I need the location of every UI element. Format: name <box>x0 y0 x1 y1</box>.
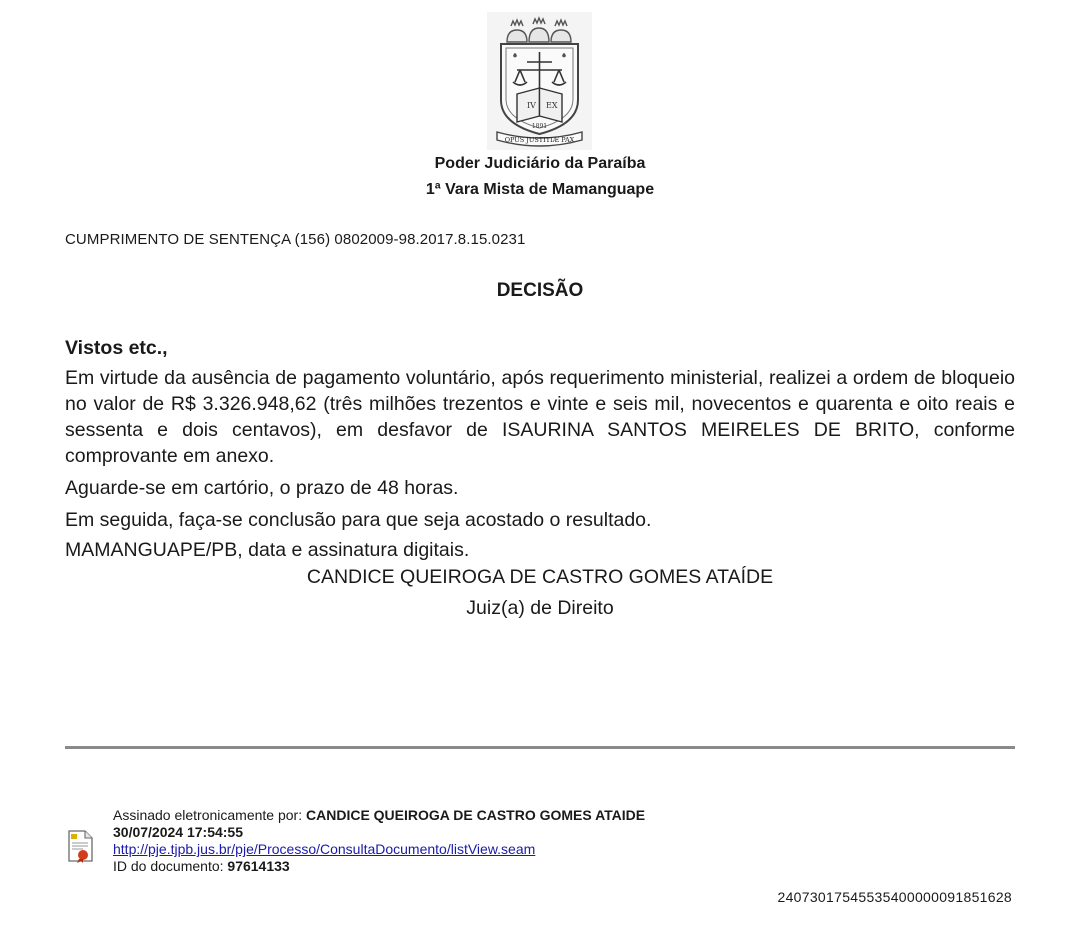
verification-link-line <box>113 841 645 858</box>
crest-year: 1891 <box>531 123 548 130</box>
decision-body <box>65 335 1015 563</box>
paragraph-conclusion: Em seguida, faça-se conclusão para que seja acostado o resultado. <box>65 509 652 531</box>
court-division: 1ª Vara Mista de Mamanguape <box>425 181 655 198</box>
court-crest-logo <box>487 12 592 150</box>
paragraph-place-date: MAMANGUAPE/PB, data e assinatura digitais. <box>65 539 470 561</box>
paragraph-blocking-order: Em virtude da ausência de pagamento voluntário, após requerimento ministerial, realizei a ordem de bloqueio no valor de R$ 3.326.948,62 (três milhões trezentos e vinte e seis mil, novecentos e quarenta e oito reais e sessenta e dois centavos), em desfavor de ISAURINA SANTOS MEIRELES DE BRITO, conforme comprovante em anexo. <box>65 367 1015 467</box>
signer-name: CANDICE QUEIROGA DE CASTRO GOMES ATAIDE <box>306 807 646 823</box>
document-id: 97614133 <box>227 858 290 874</box>
svg-text:EX: EX <box>546 101 558 110</box>
paragraph-wait-period: Aguarde-se em cartório, o prazo de 48 horas. <box>65 477 459 499</box>
signed-document-icon <box>67 829 94 863</box>
judge-name: CANDICE QUEIROGA DE CASTRO GOMES ATAÍDE <box>306 566 774 588</box>
signature-datetime: 30/07/2024 17:54:55 <box>113 824 243 840</box>
svg-text:IV: IV <box>527 101 536 110</box>
court-name: Poder Judiciário da Paraíba <box>434 155 646 172</box>
document-barcode-number: 24073017545535400000091851628 <box>777 889 1012 905</box>
footer-divider <box>65 746 1015 749</box>
document-id-line <box>113 858 645 875</box>
signature-datetime-line <box>113 824 645 841</box>
signed-by-label: Assinado eletronicamente por: <box>113 807 306 823</box>
verification-link[interactable]: http://pje.tjpb.jus.br/pje/Processo/ConsultaDocumento/listView.seam <box>113 841 536 857</box>
document-id-label: ID do documento: <box>113 858 228 874</box>
judge-role: Juiz(a) de Direito <box>466 597 614 619</box>
signed-by-line <box>113 807 645 824</box>
document-title: DECISÃO <box>496 280 584 301</box>
greeting: Vistos etc., <box>65 337 168 359</box>
electronic-signature-block <box>113 807 645 875</box>
process-number-line: CUMPRIMENTO DE SENTENÇA (156) 0802009-98.2017.8.15.0231 <box>65 231 526 248</box>
crest-motto: OPUS JUSTITIÆ PAX <box>504 136 575 144</box>
